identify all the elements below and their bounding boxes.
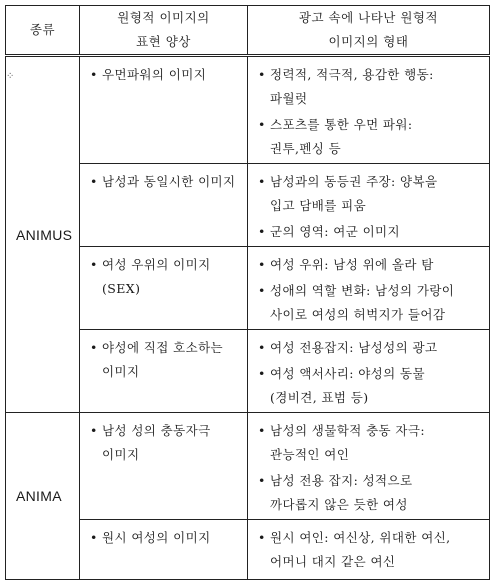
bullet-icon: • — [90, 174, 98, 189]
mode-item — [90, 526, 241, 550]
mode-cell — [80, 520, 248, 580]
bullet-icon: • — [90, 530, 98, 545]
form-text: 파월럿 — [270, 91, 308, 106]
bullet-icon: • — [90, 257, 98, 272]
mode-text: 야성에 직접 호소하는 — [102, 340, 224, 355]
archetype-image-table — [5, 5, 490, 580]
form-item — [258, 113, 483, 161]
form-item — [258, 170, 483, 218]
bullet-icon: • — [258, 67, 266, 82]
bullet-icon: • — [258, 257, 266, 272]
form-text: 스포츠를 통한 우먼 파워: — [270, 117, 413, 132]
form-text: 까다롭지 않은 듯한 여성 — [270, 497, 408, 512]
stray-mark: ⁘ — [6, 71, 15, 82]
form-text: 남성의 생물학적 충동 자극: — [270, 423, 425, 438]
form-text: 어머니 대지 같은 여신 — [270, 554, 396, 569]
header-expression-mode-line2: 표현 양상 — [136, 34, 191, 49]
header-type-label: 종류 — [29, 22, 56, 37]
form-text: 원시 여인: 여신상, 위대한 여신, — [270, 530, 451, 545]
form-text: 남성 전용 잡지: 성적으로 — [270, 473, 413, 488]
table-row — [6, 413, 490, 520]
bullet-icon: • — [90, 423, 98, 438]
form-cell — [248, 330, 490, 413]
bullet-icon: • — [258, 473, 266, 488]
header-row — [6, 6, 490, 56]
bullet-icon: • — [258, 340, 266, 355]
mode-item — [90, 253, 241, 301]
mode-text: (SEX) — [102, 281, 141, 296]
mode-item — [90, 336, 241, 384]
type-cell-anima — [6, 413, 80, 580]
bullet-icon: • — [258, 366, 266, 381]
bullet-icon: • — [258, 423, 266, 438]
form-text: 남성과의 동등권 주장: 양복을 — [270, 174, 438, 189]
header-ad-image-form-line2: 이미지의 형태 — [328, 34, 409, 49]
mode-item — [90, 170, 241, 194]
header-ad-image-form — [248, 6, 490, 56]
form-text: (경비견, 표범 등) — [270, 390, 369, 405]
form-text: 여성 액서사리: 야성의 동물 — [270, 366, 425, 381]
bullet-icon: • — [258, 224, 266, 239]
form-cell — [248, 413, 490, 520]
mode-cell — [80, 247, 248, 330]
form-item — [258, 220, 483, 244]
mode-text: 우먼파워의 이미지 — [102, 67, 207, 82]
header-expression-mode — [80, 6, 248, 56]
form-text: 관능적인 여인 — [270, 447, 350, 462]
form-item — [258, 336, 483, 360]
form-text: 여성 전용잡지: 남성성의 광고 — [270, 340, 438, 355]
mode-cell — [80, 330, 248, 413]
header-ad-image-form-line1: 광고 속에 나타난 원형적 — [298, 10, 439, 25]
mode-text: 이미지 — [102, 364, 140, 379]
form-cell — [248, 164, 490, 247]
mode-cell — [80, 56, 248, 164]
form-text: 성애의 역할 변화: 남성의 가랑이 — [270, 283, 455, 298]
form-text: 여성 우위: 남성 위에 올라 탐 — [270, 257, 434, 272]
bullet-icon: • — [258, 174, 266, 189]
form-text: 입고 담배를 피움 — [270, 198, 367, 213]
mode-text: 이미지 — [102, 447, 140, 462]
form-item — [258, 362, 483, 410]
form-text: 권투,펜싱 등 — [270, 141, 342, 156]
mode-text: 남성과 동일시한 이미지 — [102, 174, 236, 189]
form-item — [258, 469, 483, 517]
mode-cell — [80, 413, 248, 520]
table-row — [6, 56, 490, 164]
mode-text: 여성 우위의 이미지 — [102, 257, 211, 272]
form-text: 군의 영역: 여군 이미지 — [270, 224, 401, 239]
mode-item — [90, 419, 241, 467]
form-text: 사이로 여성의 허벅지가 들어감 — [270, 307, 446, 322]
form-text: 정력적, 적극적, 용감한 행동: — [270, 67, 434, 82]
bullet-icon: • — [90, 340, 98, 355]
bullet-icon: • — [258, 530, 266, 545]
mode-item — [90, 63, 241, 87]
bullet-icon: • — [258, 283, 266, 298]
form-item — [258, 253, 483, 277]
form-item — [258, 526, 483, 574]
header-type — [6, 6, 80, 56]
mode-text: 원시 여성의 이미지 — [102, 530, 211, 545]
bullet-icon: • — [90, 67, 98, 82]
mode-cell — [80, 164, 248, 247]
mode-text: 남성 성의 충동자극 — [102, 423, 211, 438]
form-item — [258, 63, 483, 111]
form-cell — [248, 520, 490, 580]
type-cell-animus — [6, 56, 80, 413]
form-cell — [248, 247, 490, 330]
bullet-icon: • — [258, 117, 266, 132]
type-label: ANIMUS — [16, 226, 73, 243]
form-item — [258, 419, 483, 467]
type-label: ANIMA — [16, 488, 62, 504]
header-expression-mode-line1: 원형적 이미지의 — [117, 10, 210, 25]
form-cell — [248, 56, 490, 164]
form-item — [258, 279, 483, 327]
